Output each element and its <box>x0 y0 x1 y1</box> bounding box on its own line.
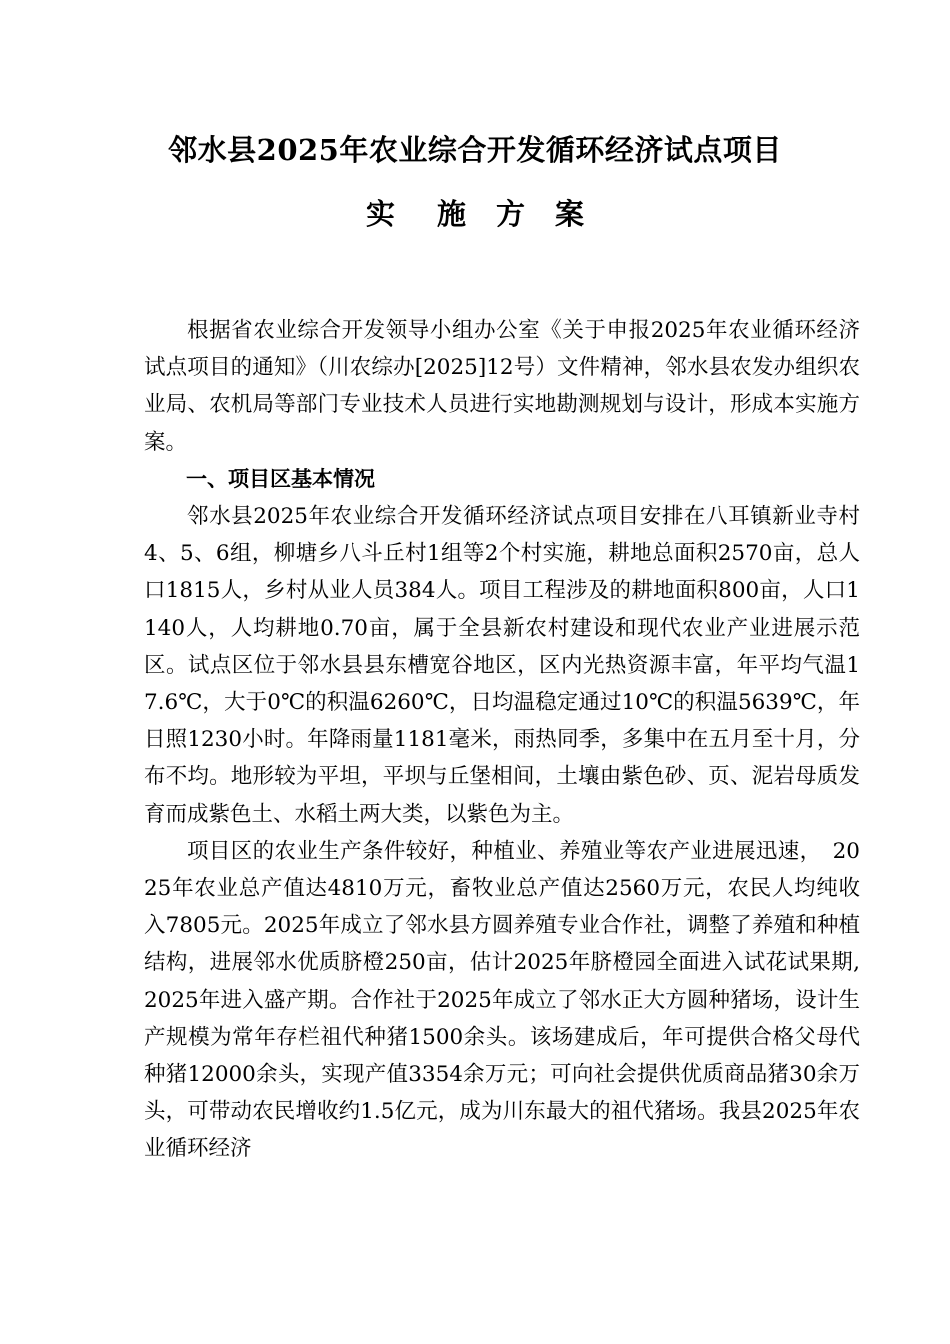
document-subtitle <box>0 194 950 234</box>
body-paragraph: 项目区的农业生产条件较好，种植业、养殖业等农产业进展迅速， 2025年农业总产值达4810万元，畜牧业总产值达2560万元，农民人均纯收入7805元。2025年成立了邻水县方圆养殖专业合作社，调整了养殖和种植结构，进展邻水优质脐橙250亩，估计2025年脐橙园全面进入试花试果期,2025年进入盛产期。合作社于2025年成立了邻水正大方圆种猪场，设计生产规模为常年存栏祖代种猪1500余头。该场建成后，年可提供合格父母代种猪12000余头，实现产值3354余万元；可向社会提供优质商品猪30余万头，可带动农民增收约1.5亿元，成为川东最大的祖代猪场。我县2025年农业循环经济 <box>144 838 860 1162</box>
body-paragraph: 邻水县2025年农业综合开发循环经济试点项目安排在八耳镇新业寺村4、5、6组，柳塘乡八斗丘村1组等2个村实施，耕地总面积2570亩，总人口1815人，乡村从业人员384人。项目工程涉及的耕地面积800亩，人口1140人，人均耕地0.70亩，属于全县新农村建设和现代农业产业进展示范区。试点区位于邻水县县东槽宽谷地区，区内光热资源丰富，年平均气温17.6℃，大于0℃的积温6260℃，日均温稳定通过10℃的积温5639℃，年日照1230小时。年降雨量1181毫米，雨热同季，多集中在五月至十月，分布不均。地形较为平坦，平坝与丘堡相间，土壤由紫色砂、页、泥岩母质发育而成紫色土、水稻土两大类，以紫色为主。 <box>144 504 860 827</box>
intro-paragraph: 根据省农业综合开发领导小组办公室《关于申报2025年农业循环经济试点项目的通知》（川农综办[2025]12号）文件精神，邻水县农发办组织农业局、农机局等部门专业技术人员进行实地勘测规划与设计，形成本实施方案。 <box>144 318 860 455</box>
subtitle-char: 实 <box>365 197 395 231</box>
section-heading: 一、项目区基本情况 <box>186 466 375 491</box>
document-body <box>144 312 860 1168</box>
document-title: 邻水县2025年农业综合开发循环经济试点项目 <box>168 133 782 167</box>
subtitle-char: 方 <box>496 197 526 231</box>
subtitle-char: 施 <box>436 197 466 231</box>
subtitle-char: 案 <box>555 197 585 231</box>
